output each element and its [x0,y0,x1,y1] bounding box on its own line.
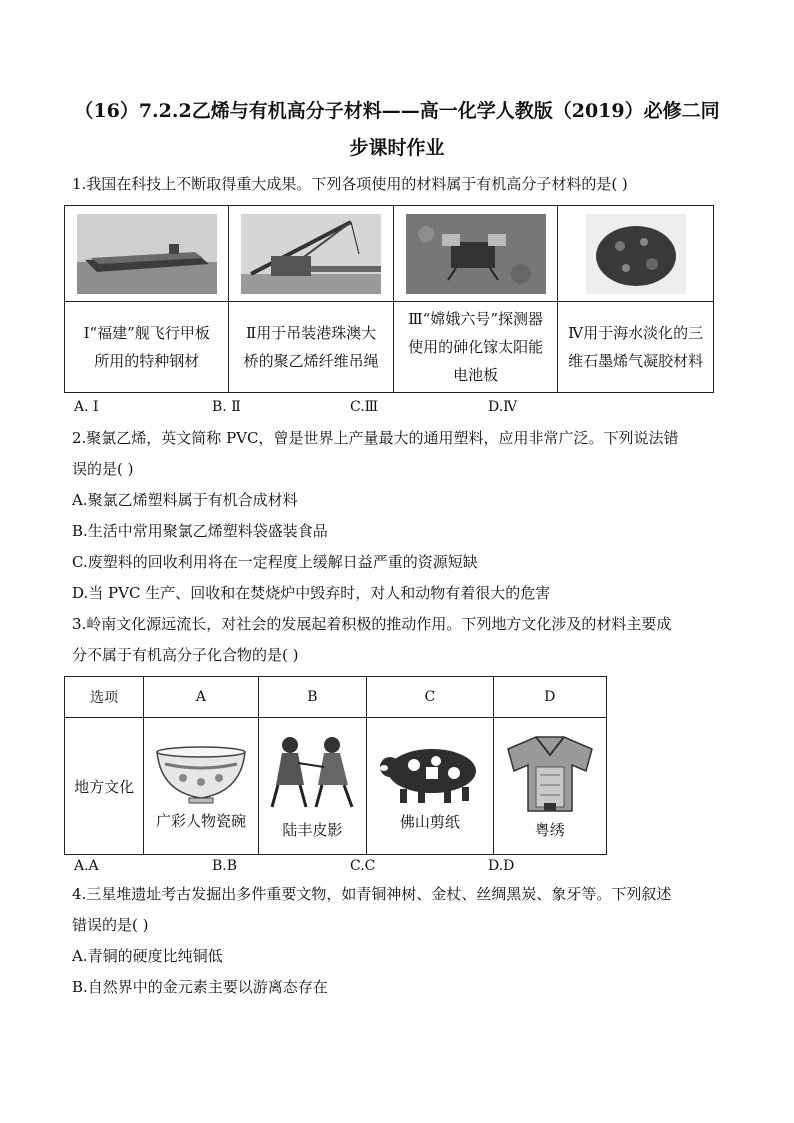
q3-header-d: D [493,677,606,718]
q3-caption-c: 佛山剪纸 [399,812,460,831]
q3-header-a: A [144,677,258,718]
q1-cell2-line2: 桥的聚乙烯纤维吊绳 [243,352,379,370]
aircraft-carrier-photo-icon [77,214,217,294]
q1-cell3-line2: 使用的砷化镓太阳能 [408,338,544,356]
q1-cell4-line2: 维石墨烯气凝胶材料 [568,352,704,370]
q1-cell1-line2: 所用的特种钢材 [94,352,200,370]
q1-text-cell-4 [558,302,714,393]
q3-header-c: C [367,677,493,718]
bridge-crane-photo-icon [241,214,381,294]
q3-option-b[interactable]: B.B [212,858,238,874]
q2-option-c[interactable]: C.废塑料的回收利用将在一定程度上缓解日益严重的资源短缺 [72,553,478,571]
paper-cut-pig-icon [374,741,486,805]
q1-image-cell-2 [229,206,393,302]
q1-cell4-line1: Ⅳ用于海水淡化的三 [568,324,704,342]
q3-option-c[interactable]: C.C [350,858,376,874]
q1-image-cell-4 [558,206,714,302]
q1-cell3-line3: 电池板 [453,366,499,384]
q1-image-cell-3 [393,206,557,302]
q1-text-cell-3 [393,302,557,393]
q4-option-a[interactable]: A.青铜的硬度比纯铜低 [72,947,223,965]
shadow-puppet-icon [264,733,360,813]
q1-option-d[interactable]: D.Ⅳ [488,399,518,415]
q2-stem-line2: 误的是( ) [72,460,134,478]
q3-option-a[interactable]: A.A [74,858,99,874]
q1-table [64,205,714,393]
q1-option-a[interactable]: A. Ⅰ [74,399,99,415]
q4-option-b[interactable]: B.自然界中的金元素主要以游离态存在 [72,978,328,996]
q2-stem-line1: 2.聚氯乙烯，英文简称 PVC，曾是世界上产量最大的通用塑料，应用非常广泛。下列说法错 [72,429,679,447]
q1-image-cell-1 [65,206,229,302]
q3-item-b [258,718,366,855]
q1-cell1-line1: Ⅰ“福建”舰飞行甲板 [83,324,210,342]
q2-option-a[interactable]: A.聚氯乙烯塑料属于有机合成材料 [72,491,298,509]
page-title-line1: （16）7.2.2乙烯与有机高分子材料——高一化学人教版（2019）必修二同 [74,100,720,122]
q4-stem-line2: 错误的是( ) [72,916,149,934]
q3-item-a [144,718,258,855]
q3-header-b: B [258,677,366,718]
q1-option-c[interactable]: C.Ⅲ [350,399,379,415]
q2-option-b[interactable]: B.生活中常用聚氯乙烯塑料袋盛装食品 [72,522,328,540]
q3-header-label: 选项 [65,677,144,718]
q3-item-c [367,718,493,855]
q1-text-cell-2 [229,302,393,393]
embroidered-robe-icon [506,733,594,813]
q3-stem-line2: 分不属于有机高分子化合物的是( ) [72,646,299,664]
q3-item-d [493,718,606,855]
graphene-aerogel-photo-icon [586,214,686,294]
q2-option-d[interactable]: D.当 PVC 生产、回收和在焚烧炉中毁弃时，对人和动物有着很大的危害 [72,584,551,602]
q3-row-label: 地方文化 [65,718,144,855]
q1-cell3-line1: Ⅲ“嫦娥六号”探测器 [408,310,543,328]
q1-cell2-line1: Ⅱ用于吊装港珠澳大 [246,324,377,342]
q3-option-d[interactable]: D.D [488,858,515,874]
q3-caption-d: 粤绣 [534,820,565,839]
page-title-line2: 步课时作业 [349,137,445,159]
q3-stem-line1: 3.岭南文化源远流长，对社会的发展起着积极的推动作用。下列地方文化涉及的材料主要成 [72,615,672,633]
q1-option-b[interactable]: B. Ⅱ [212,399,241,415]
q4-stem-line1: 4.三星堆遗址考古发掘出多件重要文物，如青铜神树、金杖、丝绸黑炭、象牙等。下列叙述 [72,885,672,903]
q1-stem: 1.我国在科技上不断取得重大成果。下列各项使用的材料属于有机高分子材料的是( ) [72,175,628,193]
lunar-probe-photo-icon [406,214,546,294]
q3-caption-a: 广彩人物瓷碗 [155,811,246,830]
q3-caption-b: 陆丰皮影 [282,820,343,839]
q1-text-cell-1 [65,302,229,393]
q3-table [64,676,607,855]
porcelain-bowl-icon [153,742,249,804]
